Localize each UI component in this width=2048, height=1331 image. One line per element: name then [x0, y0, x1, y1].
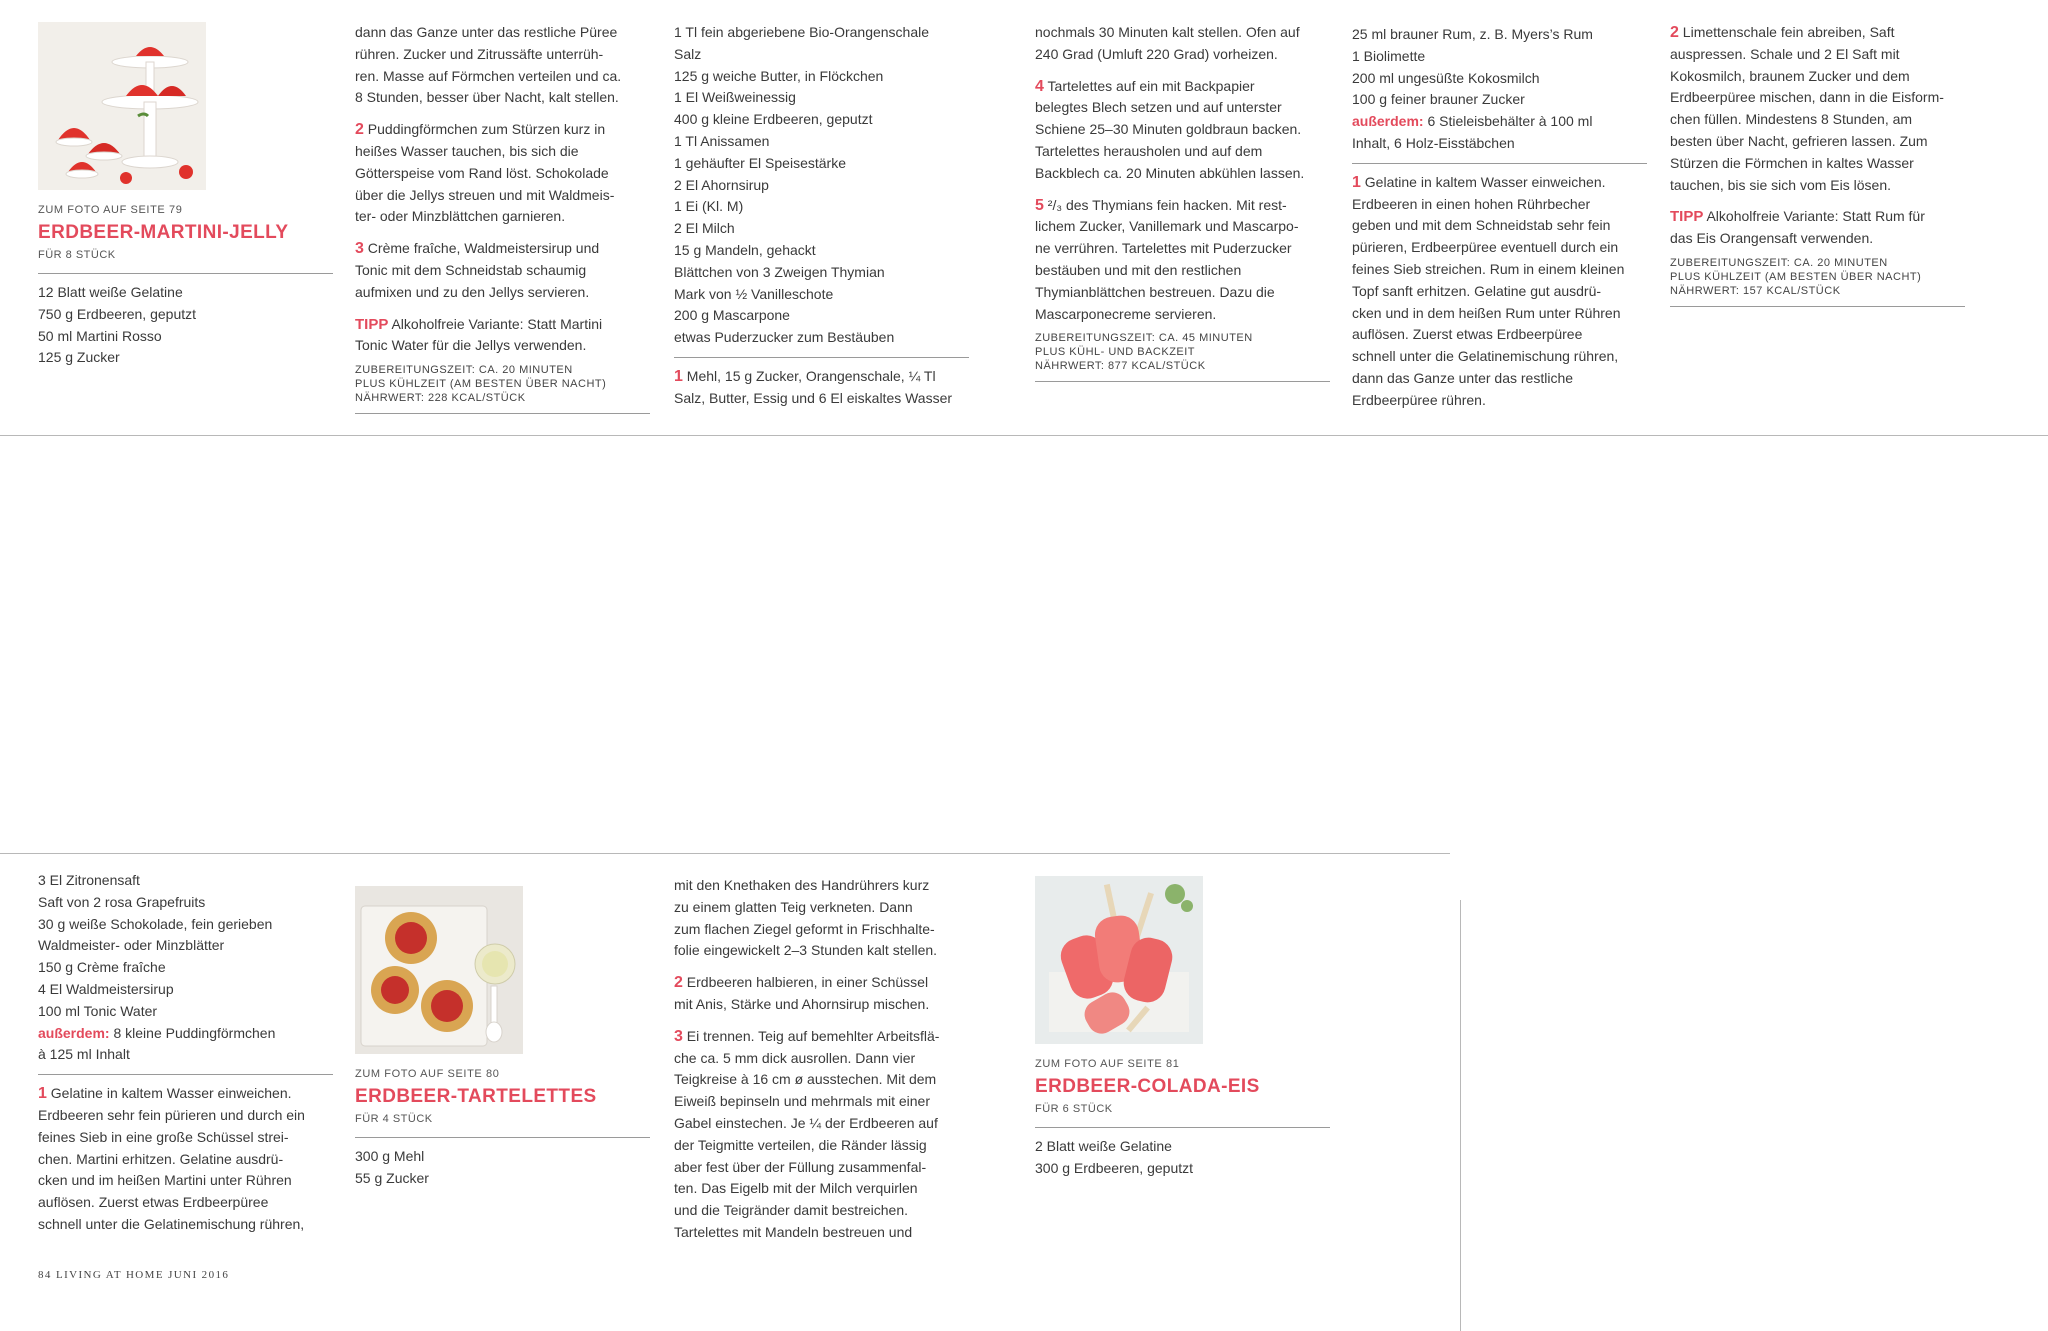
text-line: mit Anis, Stärke und Ahornsirup mischen.: [674, 995, 930, 1012]
text-line: Tonic mit dem Schneidstab schaumig: [355, 261, 587, 278]
text-line: ren. Masse auf Förmchen verteilen und ca.: [355, 67, 622, 84]
step-text: Limettenschale fein abreiben, Saft: [1682, 24, 1895, 40]
text-line: chen füllen. Mindestens 8 Stunden, am: [1670, 111, 1913, 128]
step-text: Mehl, 15 g Zucker, Orangenschale, ¼ Tl: [686, 367, 936, 384]
step-number: 5: [1035, 196, 1044, 214]
prep-time: ZUBEREITUNGSZEIT: CA. 20 MINUTEN: [1670, 256, 1888, 269]
text-line: Salz, Butter, Essig und 6 El eiskaltes Wasser: [674, 389, 953, 406]
text-line: Thymianblättchen bestreuen. Dazu die: [1035, 283, 1275, 300]
text-line: auflösen. Zuerst etwas Erdbeerpüree: [1352, 326, 1583, 343]
step-2: [674, 972, 969, 994]
tartelettes-ingredients: [674, 22, 969, 410]
portions: FÜR 8 STÜCK: [38, 249, 116, 261]
ingredient: 125 g weiche Butter, in Flöckchen: [674, 67, 884, 84]
extra-label: außerdem:: [1352, 113, 1424, 130]
colada-steps: [1670, 22, 1965, 315]
text-line: auspressen. Schale und 2 El Saft mit: [1670, 45, 1900, 62]
tipp-label: TIPP: [355, 315, 389, 333]
step-text: Tartelettes auf ein mit Backpapier: [1047, 77, 1255, 94]
text-line: Stürzen die Förmchen in kaltes Wasser: [1670, 154, 1914, 171]
step-2: [355, 119, 650, 141]
ingredient: 1 Biolimette: [1352, 47, 1426, 64]
ingredient: Saft von 2 rosa Grapefruits: [38, 893, 206, 910]
recipe-martini-jelly-header: [38, 22, 333, 369]
step-2: [1670, 22, 1965, 44]
nutrition: NÄHRWERT: 228 KCAL/STÜCK: [355, 392, 526, 405]
ingredient-list: [355, 1146, 650, 1190]
step-number: 1: [1352, 173, 1361, 191]
ingredient: 3 El Zitronensaft: [38, 872, 140, 888]
ingredient: 1 gehäufter El Speisestärke: [674, 154, 846, 171]
text-line: Erdbeeren in einen hohen Rührbecher: [1352, 195, 1591, 212]
step-5: [1035, 195, 1330, 217]
cooling-time: PLUS KÜHLZEIT (AM BESTEN ÜBER NACHT): [355, 378, 607, 391]
step-3: [674, 1026, 969, 1048]
ingredient: 12 Blatt weiße Gelatine: [38, 284, 183, 300]
text-line: auflösen. Zuerst etwas Erdbeerpüree: [38, 1194, 269, 1211]
recipe-colada-header: [1035, 876, 1330, 1180]
step-text: Crème fraîche, Waldmeistersirup und: [367, 240, 600, 257]
step-number: 4: [1035, 77, 1044, 95]
text-line: rühren. Zucker und Zitrussäfte unterrüh-: [355, 45, 604, 62]
martini-jelly-steps: [355, 22, 650, 422]
text-line: tauchen, bis sie sich vom Eis lösen.: [1670, 176, 1891, 193]
text-line: Tartelettes mit Mandeln bestreuen und: [674, 1223, 913, 1240]
tipp: [355, 314, 650, 336]
ingredient-list: [1035, 1136, 1330, 1180]
text-line: chen. Martini erhitzen. Gelatine ausdrü-: [38, 1150, 284, 1167]
step-text: Gelatine in kaltem Wasser einweichen.: [1364, 173, 1606, 190]
text-line: Tartelettes herausholen und auf dem: [1035, 142, 1263, 159]
text-line: aufmixen und zu den Jellys servieren.: [355, 283, 590, 300]
step-number: 1: [38, 1085, 47, 1103]
divider: [1670, 306, 1965, 307]
tipp-text: Alkoholfreie Variante: Statt Martini: [391, 315, 603, 332]
text-line: Gabel einstechen. Je ¼ der Erdbeeren auf: [674, 1114, 938, 1131]
strawberry-jelly-image: [38, 22, 206, 190]
text-line: Backblech ca. 20 Minuten abkühlen lassen.: [1035, 164, 1305, 181]
text-line: der Teigmitte verteilen, die Ränder lässig: [674, 1136, 927, 1153]
text-line: schnell unter die Gelatinemischung rühren,: [38, 1215, 305, 1232]
divider: [38, 1074, 333, 1075]
text-line: heißes Wasser tauchen, bis sich die: [355, 142, 579, 159]
text-line: mit den Knethaken des Handrührers kurz: [674, 877, 930, 893]
top-page-edge: [0, 435, 2048, 436]
colada-photo: [1035, 876, 1203, 1044]
cooling-time: PLUS KÜHLZEIT (AM BESTEN ÜBER NACHT): [1670, 270, 1922, 283]
ingredient: 750 g Erdbeeren, geputzt: [38, 305, 197, 322]
step-number: 3: [355, 240, 364, 258]
ingredient: 100 ml Tonic Water: [38, 1002, 158, 1019]
divider: [38, 273, 333, 274]
ingredient: 30 g weiße Schokolade, fein gerieben: [38, 915, 273, 932]
ingredient: 1 Ei (Kl. M): [674, 198, 744, 215]
step-3: [355, 238, 650, 260]
ingredient: 100 g feiner brauner Zucker: [1352, 91, 1525, 108]
ingredient: Waldmeister- oder Minzblätter: [38, 937, 225, 954]
ingredient: 1 Tl fein abgeriebene Bio-Orangenschale: [674, 24, 930, 40]
ingredient: 150 g Crème fraîche: [38, 959, 166, 976]
text-line: folie eingewickelt 2–3 Stunden kalt stellen.: [674, 942, 938, 959]
tartelettes-steps-cont: [674, 875, 969, 1244]
text-line: Tonic Water für die Jellys verwenden.: [355, 337, 587, 354]
text-line: Kokosmilch, braunem Zucker und dem: [1670, 67, 1910, 84]
text-line: cken und in dem heißen Rum unter Rühren: [1352, 304, 1621, 321]
tipp-text: Alkoholfreie Variante: Statt Rum für: [1706, 208, 1925, 225]
popsicles-image: [1035, 876, 1203, 1044]
ingredient: 400 g kleine Erdbeeren, geputzt: [674, 111, 873, 128]
ingredient: 50 ml Martini Rosso: [38, 327, 162, 344]
ingredient: Mark von ½ Vanilleschote: [674, 285, 834, 302]
ingredient: 125 g Zucker: [38, 349, 120, 366]
tartelettes-photo: [355, 886, 523, 1054]
portions: FÜR 4 STÜCK: [355, 1113, 433, 1125]
step-1: [38, 1083, 333, 1105]
ingredient: 300 g Erdbeeren, geputzt: [1035, 1159, 1194, 1176]
text-line: geben und mit dem Schneidstab sehr fein: [1352, 217, 1611, 234]
ingredient: 55 g Zucker: [355, 1169, 429, 1186]
colada-ingredients: [1352, 24, 1647, 412]
divider: [1352, 163, 1647, 164]
ingredient: 200 ml ungesüßte Kokosmilch: [1352, 69, 1540, 86]
ingredient: Blättchen von 3 Zweigen Thymian: [674, 263, 885, 280]
photo-reference: ZUM FOTO AUF SEITE 81: [1035, 1058, 1180, 1070]
ingredient: 2 El Milch: [674, 220, 735, 237]
text-line: zu einem glatten Teig verkneten. Dann: [674, 898, 913, 915]
tipp-label: TIPP: [1670, 208, 1704, 226]
step-number: 1: [674, 367, 683, 385]
text-line: ten. Das Eigelb mit der Milch verquirlen: [674, 1180, 918, 1197]
text-line: 240 Grad (Umluft 220 Grad) vorheizen.: [1035, 45, 1278, 62]
divider: [1035, 1127, 1330, 1128]
divider: [355, 413, 650, 414]
cooling-time: PLUS KÜHL- UND BACKZEIT: [1035, 346, 1196, 359]
ingredient: etwas Puderzucker zum Bestäuben: [674, 329, 895, 346]
text-line: à 125 ml Inhalt: [38, 1046, 130, 1063]
ingredient: 4 El Waldmeistersirup: [38, 980, 174, 997]
tartelettes-image: [355, 886, 523, 1054]
martini-jelly-ingredients-cont: [38, 870, 333, 1236]
extra-items: [1352, 111, 1647, 133]
nutrition: NÄHRWERT: 157 KCAL/STÜCK: [1670, 284, 1841, 297]
text-line: cken und im heißen Martini unter Rühren: [38, 1172, 292, 1189]
step-1: [1352, 172, 1647, 194]
divider: [1035, 381, 1330, 382]
recipe-title: ERDBEER-MARTINI-JELLY: [38, 222, 289, 243]
step-number: 2: [674, 974, 683, 992]
step-1: [674, 366, 969, 388]
ingredient: 25 ml brauner Rum, z. B. Myers’s Rum: [1352, 26, 1593, 42]
text-line: ter- oder Minzblättchen garnieren.: [355, 208, 566, 225]
text-line: Erdbeerpüree mischen, dann in die Eisform-: [1670, 89, 1944, 106]
text-line: zum flachen Ziegel geformt in Frischhalte-: [674, 920, 935, 937]
prep-time: ZUBEREITUNGSZEIT: CA. 20 MINUTEN: [355, 364, 573, 377]
prep-time: ZUBEREITUNGSZEIT: CA. 45 MINUTEN: [1035, 332, 1253, 345]
ingredient: 2 El Ahornsirup: [674, 176, 769, 193]
step-text: Ei trennen. Teig auf bemehlter Arbeitsflä-: [686, 1027, 940, 1044]
ingredient: Salz: [674, 45, 702, 62]
step-number: 3: [674, 1027, 683, 1045]
ingredient-list: [38, 282, 333, 369]
text-line: dann das Ganze unter das restliche: [1352, 369, 1574, 386]
text-line: das Eis Orangensaft verwenden.: [1670, 230, 1874, 247]
divider: [355, 1137, 650, 1138]
text-line: feines Sieb streichen. Rum in einem kleinen: [1352, 260, 1625, 277]
extra-text: 6 Stieleisbehälter à 100 ml: [1427, 113, 1593, 130]
step-number: 2: [1670, 24, 1679, 41]
recipe-tartelettes-header: [355, 886, 650, 1190]
ingredient: 1 El Weißweinessig: [674, 89, 796, 106]
step-text: Gelatine in kaltem Wasser einweichen.: [50, 1085, 292, 1102]
step-number: 2: [355, 121, 364, 139]
text-line: besten über Nacht, gefrieren lassen. Zum: [1670, 132, 1928, 149]
ingredient: 2 Blatt weiße Gelatine: [1035, 1138, 1172, 1154]
text-line: Erdbeeren sehr fein pürieren und durch ein: [38, 1106, 305, 1123]
page-footer: 84 LIVING AT HOME JUNI 2016: [38, 1269, 230, 1281]
text-line: Götterspeise vom Rand löst. Schokolade: [355, 164, 609, 181]
text-line: und die Teigränder damit bestreichen.: [674, 1202, 909, 1219]
text-line: über die Jellys streuen und mit Waldmeis-: [355, 186, 615, 203]
text-line: 8 Stunden, besser über Nacht, kalt stellen.: [355, 89, 619, 106]
text-line: Mascarponecreme servieren.: [1035, 305, 1217, 322]
tartelettes-steps: [1035, 22, 1330, 390]
portions: FÜR 6 STÜCK: [1035, 1103, 1113, 1115]
text-line: aber fest über der Füllung zusammenfal-: [674, 1158, 927, 1175]
photo-reference: ZUM FOTO AUF SEITE 80: [355, 1068, 500, 1080]
text-line: Eiweiß bepinseln und mehrmals mit einer: [674, 1093, 930, 1110]
text-line: Schiene 25–30 Minuten goldbraun backen.: [1035, 121, 1302, 138]
text-line: lichem Zucker, Vanillemark und Mascarpo-: [1035, 218, 1299, 235]
ingredient: 1 Tl Anissamen: [674, 132, 770, 149]
text-line: nochmals 30 Minuten kalt stellen. Ofen auf: [1035, 24, 1300, 40]
recipe-title: ERDBEER-COLADA-EIS: [1035, 1076, 1260, 1097]
nutrition: NÄHRWERT: 877 KCAL/STÜCK: [1035, 360, 1206, 373]
text-line: dann das Ganze unter das restliche Püree: [355, 24, 618, 40]
extra-text: 8 kleine Puddingförmchen: [113, 1024, 276, 1041]
text-line: pürieren, Erdbeerpüree eventuell durch ein: [1352, 239, 1619, 256]
ingredient: 15 g Mandeln, gehackt: [674, 241, 816, 258]
ingredient: 300 g Mehl: [355, 1148, 425, 1164]
step-text: ²/₃ des Thymians fein hacken. Mit rest-: [1047, 196, 1287, 213]
tipp: [1670, 206, 1965, 228]
text-line: che ca. 5 mm dick ausrollen. Dann vier: [674, 1049, 916, 1066]
text-line: feines Sieb in eine große Schüssel strei-: [38, 1128, 289, 1145]
text-line: Teigkreise à 16 cm ø ausstechen. Mit dem: [674, 1071, 937, 1088]
text-line: Inhalt, 6 Holz-Eisstäbchen: [1352, 134, 1515, 151]
step-text: Erdbeeren halbieren, in einer Schüssel: [686, 974, 929, 991]
bottom-page-edge: [0, 853, 1450, 854]
divider: [674, 357, 969, 358]
text-line: schnell unter die Gelatinemischung rühren,: [1352, 348, 1619, 365]
step-4: [1035, 76, 1330, 98]
recipe-title: ERDBEER-TARTELETTES: [355, 1086, 597, 1107]
extra-label: außerdem:: [38, 1024, 110, 1041]
extra-items: [38, 1023, 333, 1045]
photo-reference: ZUM FOTO AUF SEITE 79: [38, 204, 183, 216]
text-line: ne verrühren. Tartelettes mit Puderzucker: [1035, 240, 1292, 257]
step-text: Puddingförmchen zum Stürzen kurz in: [367, 121, 606, 138]
text-line: belegtes Blech setzen und auf unterster: [1035, 99, 1282, 116]
ingredient: 200 g Mascarpone: [674, 307, 790, 324]
page-fold: [1460, 900, 1461, 1331]
text-line: bestäuben und mit den restlichen: [1035, 261, 1242, 278]
text-line: Erdbeerpüree rühren.: [1352, 391, 1486, 408]
text-line: Topf sanft erhitzen. Gelatine gut ausdrü-: [1352, 282, 1602, 299]
jelly-photo: [38, 22, 206, 190]
